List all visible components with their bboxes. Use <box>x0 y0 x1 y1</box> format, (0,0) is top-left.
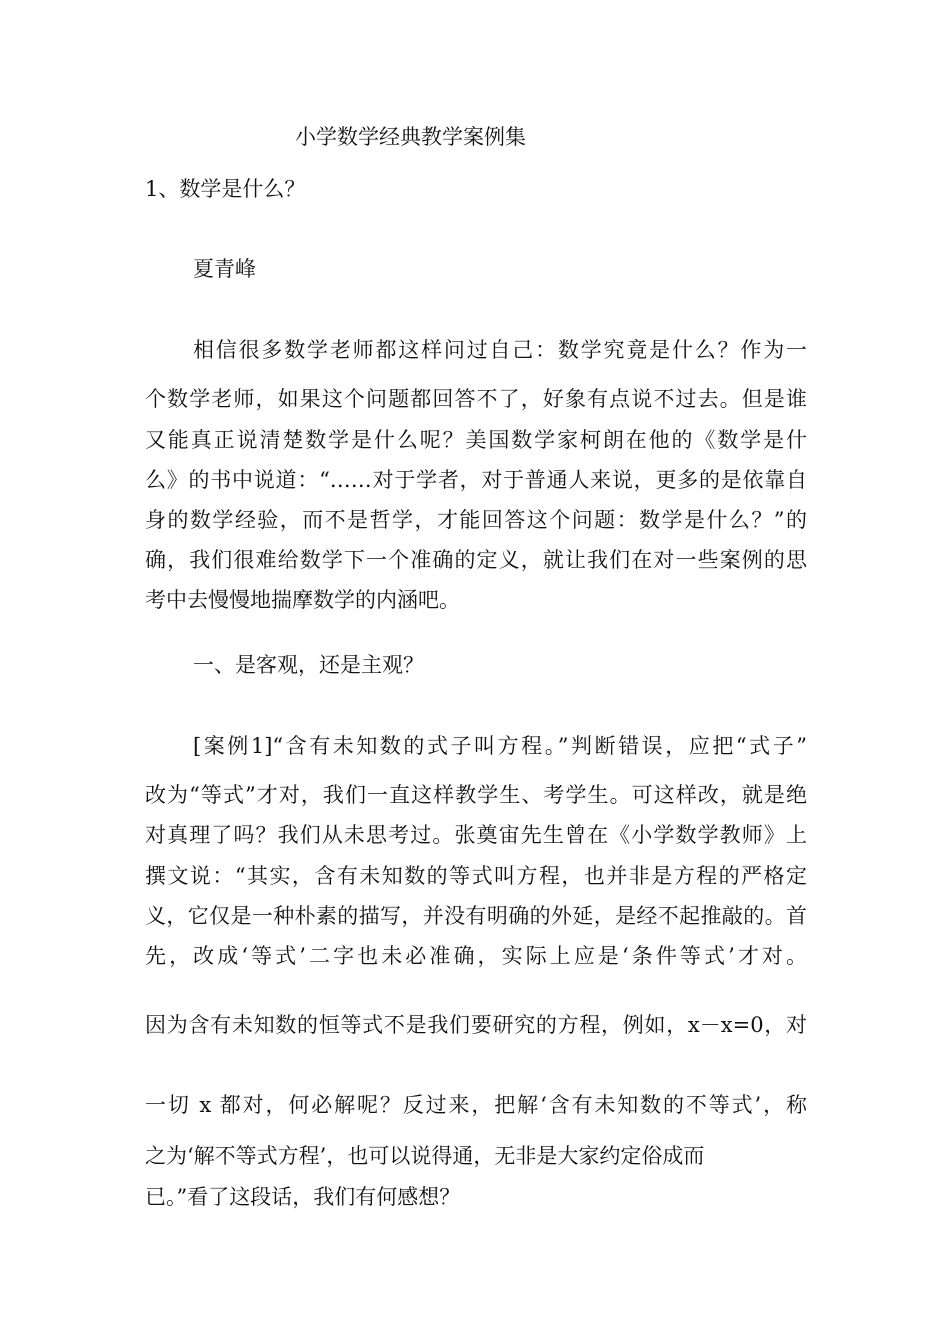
case-1-line-8: 一切 x 都对，何必解呢？反过来，把解‘含有未知数的不等式’，称 <box>145 1093 807 1117</box>
document-title: 小学数学经典教学案例集 <box>295 125 526 149</box>
paragraph-1-line-3: 又能真正说清楚数学是什么呢？美国数学家柯朗在他的《数学是什 <box>145 428 807 452</box>
case-1-line-7: 因为含有未知数的恒等式不是我们要研究的方程，例如，x－x=0，对 <box>145 1013 807 1037</box>
paragraph-1-line-6: 确，我们很难给数学下一个准确的定义，就让我们在对一些案例的思 <box>145 548 807 572</box>
case-1-line-9: 之为‘解不等式方程’，也可以说得通，无非是大家约定俗成而 <box>145 1144 705 1168</box>
case-1-line-6: 先，改成‘等式’二字也未必准确，实际上应是‘条件等式’才对。 <box>145 944 807 968</box>
case-1-line-5: 义，它仅是一种朴素的描写，并没有明确的外延，是经不起推敲的。首 <box>145 904 807 928</box>
case-1-line-2: 改为“等式”才对，我们一直这样教学生、考学生。可这样改，就是绝 <box>145 783 807 807</box>
case-1-line-4: 撰文说：“其实，含有未知数的等式叫方程，也并非是方程的严格定 <box>145 864 807 888</box>
paragraph-1-line-2: 个数学老师，如果这个问题都回答不了，好象有点说不过去。但是谁 <box>145 387 807 411</box>
paragraph-1-line-4: 么》的书中说道：“……对于学者，对于普通人来说，更多的是依靠自 <box>145 468 807 492</box>
paragraph-1-line-5: 身的数学经验，而不是哲学，才能回答这个问题：数学是什么？”的 <box>145 508 807 532</box>
section-heading: 1、数学是什么？ <box>145 177 306 201</box>
case-1-line-10: 已。”看了这段话，我们有何感想？ <box>145 1185 461 1209</box>
case-1-line-1: [案例1]“含有未知数的式子叫方程。”判断错误，应把“式子” <box>193 734 807 758</box>
case-1-line-3: 对真理了吗？我们从未思考过。张奠宙先生曾在《小学数学教师》上 <box>145 823 807 847</box>
subheading-1: 一、是客观，还是主观？ <box>193 653 424 677</box>
author-name: 夏青峰 <box>193 257 256 281</box>
paragraph-1-line-7: 考中去慢慢地揣摩数学的内涵吧。 <box>145 588 460 612</box>
paragraph-1-line-1: 相信很多数学老师都这样问过自己：数学究竟是什么？作为一 <box>193 338 807 362</box>
